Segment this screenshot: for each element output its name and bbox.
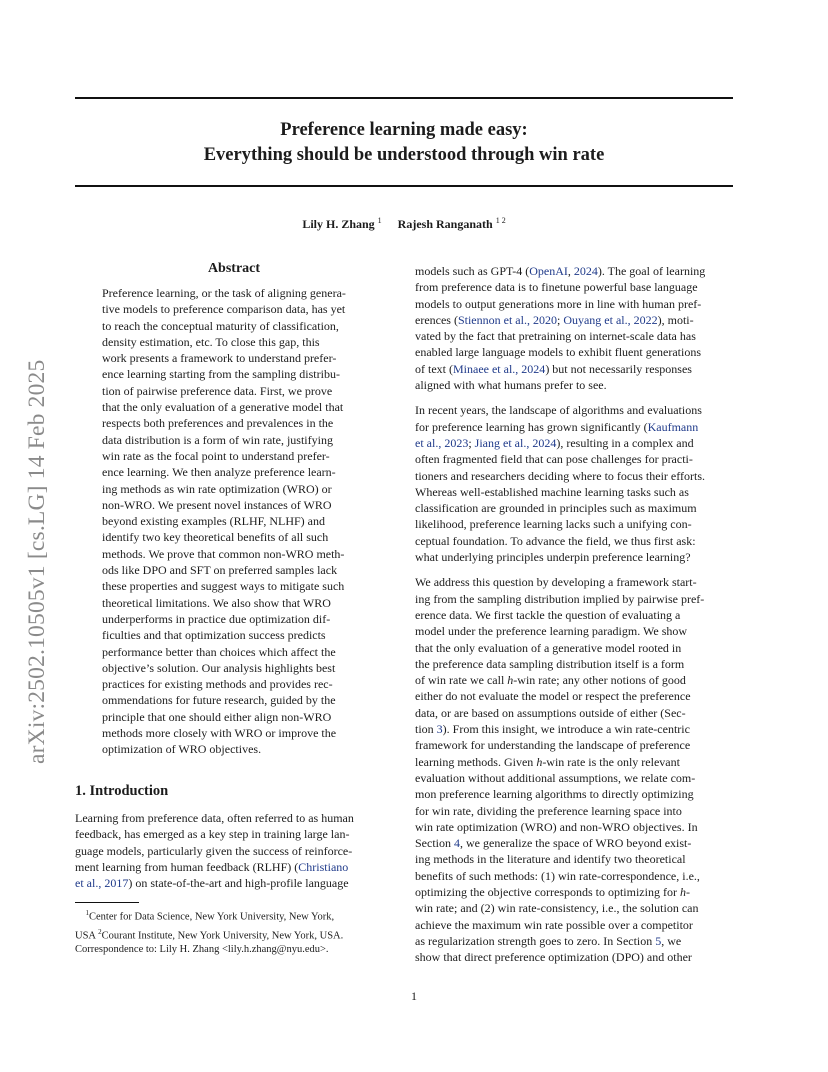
text-line xyxy=(415,623,733,639)
page-number: 1 xyxy=(411,989,417,1003)
paragraph xyxy=(415,263,733,393)
text-segment: of text ( xyxy=(415,361,453,376)
text-line xyxy=(75,810,393,826)
abstract-heading: Abstract xyxy=(207,261,261,276)
text-segment: ing methods in the literature and identify two theoretical xyxy=(415,852,686,867)
text-line xyxy=(415,468,733,484)
abstract-line: that the only evaluation of a generative model that xyxy=(102,400,344,415)
text-line xyxy=(415,851,733,867)
author-name: Rajesh Ranganath xyxy=(397,217,493,231)
abstract-line: beyond existing examples (RLHF, NLHF) and xyxy=(102,514,326,529)
abstract-line: work presents a framework to understand prefer- xyxy=(102,351,337,366)
text-segment: models such as GPT-4 ( xyxy=(415,264,530,278)
citation-link[interactable]: Kaufmann xyxy=(647,419,699,434)
text-segment: ) but not necessarily responses xyxy=(545,361,692,376)
text-line xyxy=(75,875,393,891)
arxiv-identifier: arXiv:2502.10505v1 [cs.LG] 14 Feb 2025 xyxy=(24,359,50,764)
title-rule-top xyxy=(75,97,733,99)
paragraph xyxy=(415,402,733,565)
text-segment: ment learning from human feedback (RLHF) ( xyxy=(75,859,299,874)
text-segment: often fragmented field that can pose challenges for practi- xyxy=(415,452,693,467)
text-segment: ; xyxy=(468,435,475,450)
abstract-line: ficulties and that optimization success predicts xyxy=(102,628,326,643)
text-segment: erence data. We first tackle the question of evaluating a xyxy=(415,607,681,622)
text-line xyxy=(415,819,733,835)
math-symbol: h xyxy=(536,754,543,769)
footnote-text: Center for Data Science, New York University, New York, xyxy=(89,911,335,923)
abstract-line: theoretical limitations. We also show that WRO xyxy=(102,595,331,610)
text-segment: learning methods. Given xyxy=(415,754,537,769)
text-segment: mon preference learning algorithms to directly optimizing xyxy=(415,787,694,802)
text-segment: ), resulting in a complex and xyxy=(556,435,694,450)
citation-link[interactable]: Minaee et al., 2024 xyxy=(453,361,546,376)
text-line xyxy=(415,574,733,590)
text-segment: show that direct preference optimization (DPO) and other xyxy=(415,950,692,965)
text-line xyxy=(415,402,733,418)
citation-link[interactable]: 3 xyxy=(436,722,443,737)
text-segment: as regularization strength goes to zero. In Section xyxy=(415,933,656,948)
text-line xyxy=(415,435,733,451)
abstract-body xyxy=(102,285,366,758)
citation-link[interactable]: et al., 2017 xyxy=(75,876,129,891)
text-segment: Section xyxy=(415,836,454,851)
text-segment: vated by the fact that pretraining on internet-scale data has xyxy=(415,329,696,344)
text-line xyxy=(415,484,733,500)
text-segment: win rate; and (2) win rate-consistency, i.e., the solution can xyxy=(415,901,699,916)
abstract-line: identify two key theoretical benefits of all such xyxy=(102,530,329,545)
citation-link[interactable]: Stiennon et al., 2020 xyxy=(457,312,557,327)
text-segment: for win rate, dividing the preference learning space into xyxy=(415,803,682,818)
text-segment: for preference learning has grown significantly ( xyxy=(415,419,648,434)
text-segment: ing from the sampling distribution implied by pairwise pref- xyxy=(415,591,705,606)
text-segment: ceptual foundation. To advance the field, we thus first ask: xyxy=(415,533,696,548)
text-line xyxy=(415,361,733,377)
text-line xyxy=(415,786,733,802)
text-line xyxy=(415,344,733,360)
text-line xyxy=(415,868,733,884)
text-line xyxy=(75,859,393,875)
citation-link[interactable]: Ouyang et al., 2022 xyxy=(563,312,658,327)
abstract-line: non-WRO. We present novel instances of WRO xyxy=(102,497,332,512)
text-segment: the preference data sampling distribution itself is a form xyxy=(415,656,685,671)
text-segment: ). From this insight, we introduce a win rate-centric xyxy=(442,722,690,737)
text-segment: classification are grounded in principles such as maximum xyxy=(415,501,697,516)
text-line xyxy=(415,917,733,933)
abstract-line: ence learning. We then analyze preference learn- xyxy=(102,465,336,480)
text-line xyxy=(415,451,733,467)
text-line xyxy=(415,500,733,516)
footnote-text: USA xyxy=(75,930,99,941)
text-segment: , xyxy=(567,264,574,278)
text-segment: erences ( xyxy=(415,312,458,327)
footnote-line xyxy=(75,906,393,925)
footnote-text: Courant Institute, New York University, New York, USA. xyxy=(101,930,344,941)
paragraph xyxy=(415,574,733,965)
text-line xyxy=(415,835,733,851)
abstract-line: to reach the conceptual maturity of classification, xyxy=(102,318,339,333)
text-segment: framework for understanding the landscape of preference xyxy=(415,738,691,753)
text-line xyxy=(415,721,733,737)
text-segment: guage models, particularly given the success of reinforce- xyxy=(75,843,353,858)
footnote-mark: 1 xyxy=(85,909,89,917)
citation-link[interactable]: OpenAI xyxy=(529,264,568,278)
text-segment: tion xyxy=(415,722,437,737)
text-segment: ), moti- xyxy=(657,312,694,327)
author-affiliation: 1 xyxy=(377,216,382,225)
text-segment: what underlying principles underpin preference learning? xyxy=(415,550,691,565)
footnote-rule xyxy=(75,902,139,903)
text-line xyxy=(415,591,733,607)
text-segment: either do not evaluate the model or respect the preference xyxy=(415,689,691,704)
text-line xyxy=(415,516,733,532)
text-line xyxy=(415,419,733,435)
text-segment: of win rate we call xyxy=(415,673,508,688)
text-segment: optimizing the objective corresponds to optimizing for xyxy=(415,884,680,899)
abstract-line: Preference learning, or the task of aligning genera- xyxy=(102,286,346,300)
text-segment: tioners and researchers deciding where to focus their efforts. xyxy=(415,468,705,483)
author-list xyxy=(75,216,733,232)
citation-link[interactable]: et al., 2023 xyxy=(415,435,469,450)
text-segment: -win rate is the only relevant xyxy=(542,754,680,769)
abstract-line: win rate as the focal point to understand prefer- xyxy=(102,448,330,463)
text-segment: ; xyxy=(556,312,564,327)
abstract-line: ing methods as win rate optimization (WRO) or xyxy=(102,481,332,496)
abstract-line: density estimation, etc. To close this gap, this xyxy=(102,334,320,349)
citation-link[interactable]: 4 xyxy=(454,836,460,851)
text-segment: - xyxy=(685,884,690,899)
abstract-line: ommendations for future research, guided by the xyxy=(102,693,336,708)
text-segment: feedback, has emerged as a key step in training large lan- xyxy=(75,827,350,842)
author-name: Lily H. Zhang xyxy=(302,217,375,231)
abstract-line: optimization of WRO objectives. xyxy=(102,742,262,757)
abstract-line: data distribution is a form of win rate, justifying xyxy=(102,432,333,447)
abstract-line: methods. We prove that common non-WRO meth- xyxy=(102,546,345,561)
abstract-line: ods like DPO and SFT on preferred samples lack xyxy=(102,563,338,578)
text-segment: ) on state-of-the-art and high-profile language xyxy=(128,876,349,891)
text-segment: , we xyxy=(661,933,682,948)
text-segment: In recent years, the landscape of algorithms and evaluations xyxy=(415,403,702,418)
footnote-mark: 2 xyxy=(98,927,102,936)
abstract-line: respects both preferences and prevalences in the xyxy=(102,416,334,431)
text-line xyxy=(415,803,733,819)
text-segment: benefits of such methods: (1) win rate-correspondence, i.e., xyxy=(415,868,700,883)
text-line xyxy=(415,656,733,672)
title-rule-bottom xyxy=(75,185,733,187)
citation-link[interactable]: Jiang et al., 2024 xyxy=(474,435,557,450)
author-affiliation: 1 2 xyxy=(495,216,506,225)
math-symbol: h xyxy=(507,673,514,688)
title-line-2: Everything should be understood through win rate xyxy=(203,145,605,165)
text-segment: data, or are based on assumptions outside of either (Sec- xyxy=(415,705,686,720)
math-symbol: h xyxy=(679,884,686,899)
text-line xyxy=(415,949,733,965)
introduction-body xyxy=(75,810,393,891)
text-segment: that the only evaluation of a generative model rooted in xyxy=(415,640,682,655)
text-line xyxy=(415,688,733,704)
footnote xyxy=(75,906,393,957)
text-line xyxy=(415,672,733,688)
text-line xyxy=(415,279,733,295)
abstract-line: objective’s solution. Our analysis highlights best xyxy=(102,660,336,675)
text-segment: models to output generations more in line with human pref- xyxy=(415,296,702,311)
abstract-line: these properties and suggest ways to mitigate such xyxy=(102,579,345,594)
text-line xyxy=(415,263,733,279)
text-line xyxy=(75,826,393,842)
text-segment: aligned with what humans prefer to see. xyxy=(415,378,607,393)
text-line xyxy=(415,640,733,656)
abstract-line: principle that one should either align non-WRO xyxy=(102,709,332,724)
text-line xyxy=(415,533,733,549)
text-line xyxy=(415,933,733,949)
text-line xyxy=(415,705,733,721)
abstract-line: underperforms in practice due optimization dif- xyxy=(102,611,331,626)
text-segment: likelihood, preference learning lacks such a unifying con- xyxy=(415,517,692,532)
paper-title xyxy=(75,118,733,168)
text-segment: from preference data is to finetune powerful base language xyxy=(415,280,698,295)
abstract-line: practices for existing methods and provides rec- xyxy=(102,677,333,692)
text-line xyxy=(415,549,733,565)
title-line-1: Preference learning made easy: xyxy=(280,120,528,140)
abstract-line: tive models to preference comparison data, has yet xyxy=(102,302,346,317)
text-line xyxy=(415,737,733,753)
text-segment: enabled large language models to exhibit fluent generations xyxy=(415,345,702,360)
text-line xyxy=(415,296,733,312)
text-line xyxy=(415,900,733,916)
text-segment: -win rate; any other notions of good xyxy=(513,673,686,688)
text-segment: Learning from preference data, often referred to as human xyxy=(75,811,354,825)
footnote-line: Correspondence to: Lily H. Zhang <lily.h.zhang@nyu.edu>. xyxy=(75,944,329,955)
text-segment: achieve the maximum win rate possible over a competitor xyxy=(415,917,693,932)
text-line xyxy=(415,770,733,786)
text-line xyxy=(75,843,393,859)
text-segment: Whereas well-established machine learning tasks such as xyxy=(415,484,689,499)
text-line xyxy=(415,328,733,344)
right-column-body xyxy=(415,263,733,974)
text-segment: evaluation without additional assumptions, we relate com- xyxy=(415,770,696,785)
text-segment: model under the preference learning paradigm. We show xyxy=(415,624,688,639)
abstract-line: performance better than choices which affect the xyxy=(102,644,336,659)
section-heading-introduction: 1. Introduction xyxy=(75,783,169,799)
text-line xyxy=(415,312,733,328)
text-segment: win rate optimization (WRO) and non-WRO objectives. In xyxy=(415,819,698,834)
text-line xyxy=(415,607,733,623)
abstract-line: methods more closely with WRO or improve the xyxy=(102,726,337,741)
abstract-line: ence learning starting from the sampling distribu- xyxy=(102,367,340,382)
text-line xyxy=(415,377,733,393)
text-line xyxy=(415,884,733,900)
footnote-line xyxy=(75,925,393,944)
text-segment: , we generalize the space of WRO beyond exist- xyxy=(460,836,692,851)
citation-link[interactable]: 2024 xyxy=(573,264,598,278)
citation-link[interactable]: 5 xyxy=(655,933,662,948)
text-line xyxy=(415,754,733,770)
text-segment: We address this question by developing a framework start- xyxy=(415,575,697,590)
abstract-line: tion of pairwise preference data. First, we prove xyxy=(102,383,333,398)
citation-link[interactable]: Christiano xyxy=(298,859,349,874)
text-segment: ). The goal of learning xyxy=(597,264,706,278)
